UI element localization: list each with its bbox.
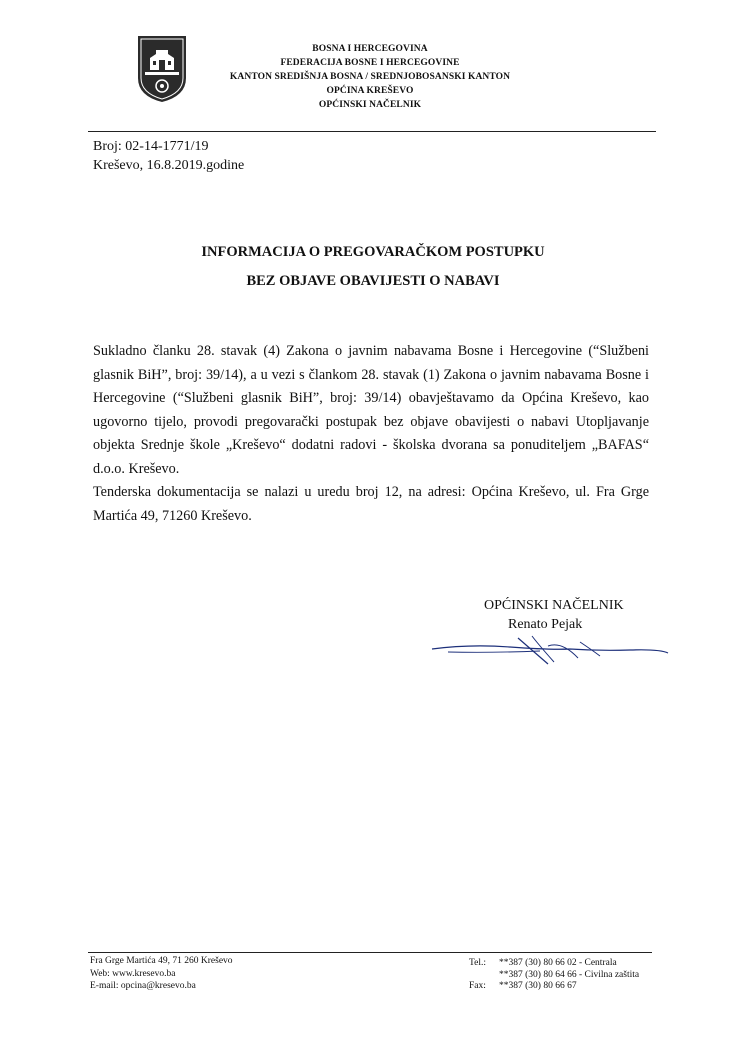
letterhead-federation: FEDERACIJA BOSNE I HERCEGOVINE xyxy=(280,58,460,68)
footer-email: E-mail: opcina@kresevo.ba xyxy=(90,981,196,991)
body-paragraph: Sukladno članku 28. stavak (4) Zakona o javnim nabavama Bosne i Hercegovine (“Službeni glasnik BiH”, broj: 39/14), a u vezi s člankom 28. stavak (1) Zakona o javnim nabavama Bosne i Hercegovine (“Službeni glasnik BiH”, broj: 39/14) obavještavamo da Općina Kreševo, kao ugovorno tijelo, provodi pregovarački postupak bez objave obavijesti o nabavi Utopljavanje objekta Srednje škole „Kreševo“ dodatni radovi - školska dvorana sa ponuditeljem „BAFAS“ d.o.o. Kreševo. xyxy=(93,343,649,477)
letterhead-office: OPĆINSKI NAČELNIK xyxy=(318,100,422,110)
reference-block xyxy=(93,137,244,175)
signatory-title: OPĆINSKI NAČELNIK xyxy=(484,598,624,613)
letterhead xyxy=(200,42,540,112)
footer-phones xyxy=(469,958,639,993)
footer-fax-label: Fax: xyxy=(469,981,486,991)
handwritten-signature-icon xyxy=(430,632,670,672)
footer-contact xyxy=(90,955,233,993)
municipality-crest-icon xyxy=(136,34,188,104)
footer-divider xyxy=(88,952,652,953)
document-title xyxy=(88,238,658,296)
footer-tel-civil: **387 (30) 80 64 66 - Civilna zaštita xyxy=(499,969,640,980)
document-body xyxy=(93,340,649,528)
footer-tel-label: Tel.: xyxy=(469,958,487,968)
letterhead-municipality: OPĆINA KREŠEVO xyxy=(326,86,414,96)
footer-address: Fra Grge Martića 49, 71 260 Kreševo xyxy=(90,956,233,966)
footer-web: Web: www.kresevo.ba xyxy=(90,968,176,979)
letterhead-country: BOSNA I HERCEGOVINA xyxy=(312,44,428,54)
footer-fax: **387 (30) 80 66 67 xyxy=(499,981,577,991)
document-title-line1: INFORMACIJA O PREGOVARAČKOM POSTUPKU xyxy=(201,244,545,260)
document-title-line2: BEZ OBJAVE OBAVIJESTI O NABAVI xyxy=(246,273,500,289)
signatory-name: Renato Pejak xyxy=(508,617,583,632)
reference-place-date: Kreševo, 16.8.2019.godine xyxy=(93,158,245,173)
footer-tel-central: **387 (30) 80 66 02 - Centrala xyxy=(499,958,617,968)
reference-number: Broj: 02-14-1771/19 xyxy=(93,139,209,154)
letterhead-canton: KANTON SREDIŠNJA BOSNA / SREDNJOBOSANSKI KANTON xyxy=(229,72,511,82)
header-divider xyxy=(88,131,656,132)
body-paragraph: Tenderska dokumentacija se nalazi u uredu broj 12, na adresi: Općina Kreševo, ul. Fra Grge Martića 49, 71260 Kreševo. xyxy=(93,484,649,524)
